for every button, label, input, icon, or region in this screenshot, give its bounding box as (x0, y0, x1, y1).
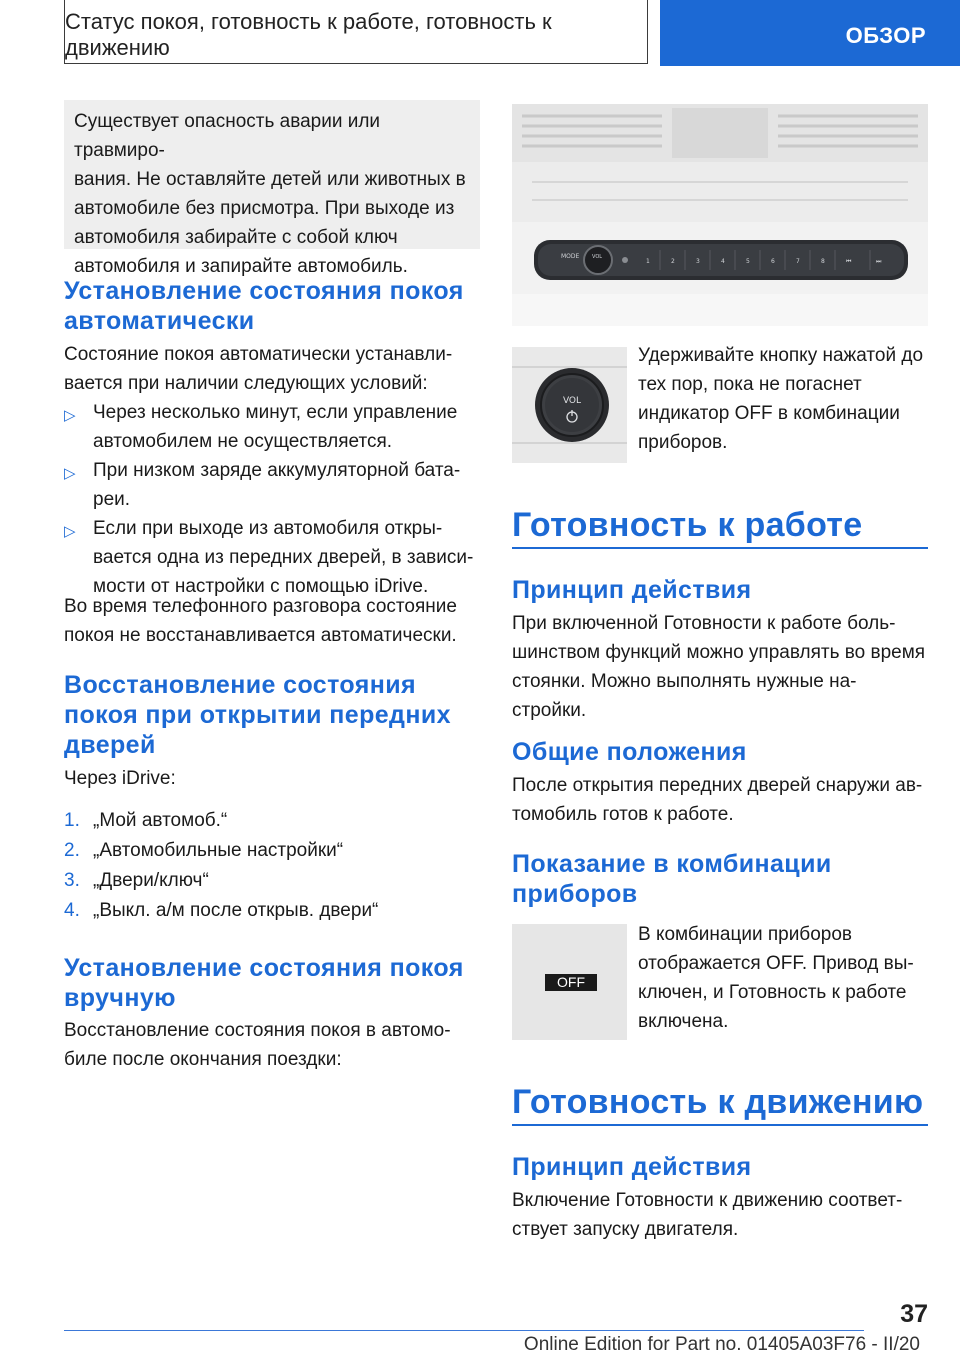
heading-rule (512, 1124, 928, 1126)
triangle-bullet-icon: ▷ (64, 523, 76, 540)
vol-label: VOL (592, 254, 603, 260)
cluster-display-text: В комбинации приборов отображается OFF. Привод вы- ключен, и Готовность к работе включена. (638, 924, 914, 1032)
restore-intro: Через iDrive: (64, 768, 176, 789)
vol-instructions: Удерживайте кнопку нажатой до тех пор, пока не погаснет индикатор OFF в комбинации приборов. (638, 345, 924, 453)
heading-restore: Восстановление состояния покоя при открытии передних дверей (64, 671, 451, 759)
triangle-bullet-icon: ▷ (64, 465, 76, 482)
previous-track-icon: ⏮ (846, 258, 852, 265)
warning-line: вания. Не оставляйте детей или животных в (74, 169, 466, 190)
preset-label: 4 (721, 258, 725, 265)
off-indicator-image (512, 924, 627, 1040)
page-number: 37 (900, 1300, 928, 1328)
footer-rule (64, 1330, 864, 1331)
heading-cluster-display: Показание в комбинации приборов (512, 850, 832, 908)
preset-label: 3 (696, 258, 700, 265)
section-title: Статус покоя, готовность к работе, готовность к движению (64, 0, 648, 64)
vol-knob-illustration (512, 347, 627, 463)
next-track-icon: ⏭ (876, 258, 882, 265)
heading-manual: Установление состояния покоя вручную (64, 954, 464, 1012)
preset-label: 1 (646, 258, 650, 265)
preset-label: 2 (671, 258, 675, 265)
preset-label: 6 (771, 258, 775, 265)
preset-label: 8 (821, 258, 825, 265)
manual-text: Восстановление состояния покоя в автомо- биле после окончания поездки: (64, 1020, 451, 1070)
heading-ready: Готовность к работе (512, 506, 863, 544)
vol-knob-image (512, 347, 627, 463)
warning-line: автомобиля и запирайте автомобиль. (74, 256, 408, 277)
preset-label: 5 (746, 258, 750, 265)
heading-ready-principle: Принцип действия (512, 576, 752, 604)
general-text: После открытия передних дверей снаружи ав- томобиль готов к работе. (512, 775, 923, 825)
auto-rest-note: Во время телефонного разговора состояние покоя не восстанавливается автоматически. (64, 596, 457, 646)
auto-rest-intro: Состояние покоя автоматически устанавли- вается при наличии следующих условий: (64, 344, 453, 394)
radio-panel-illustration (512, 104, 928, 326)
radio-panel-image (512, 104, 928, 326)
edition-line: Online Edition for Part no. 01405A03F76 - II/20 (523, 1334, 920, 1355)
preset-label: 7 (796, 258, 800, 265)
vol-knob-label: VOL (562, 396, 582, 406)
triangle-bullet-icon: ▷ (64, 407, 76, 424)
off-badge: OFF (545, 974, 597, 991)
heading-drive-principle: Принцип действия (512, 1153, 752, 1181)
heading-general: Общие положения (512, 738, 747, 766)
heading-auto-rest: Установление состояния покоя автоматически (64, 277, 464, 335)
chapter-tab[interactable]: ОБЗОР (660, 0, 960, 66)
drive-principle-text: Включение Готовности к движению соответ- ствует запуску двигателя. (512, 1190, 903, 1240)
warning-line: Существует опасность аварии или травмиро- (74, 111, 381, 161)
warning-line: автомобиля забирайте с собой ключ (74, 227, 398, 248)
page-header (0, 0, 960, 66)
heading-drive: Готовность к движению (512, 1083, 924, 1121)
heading-rule (512, 547, 928, 549)
mode-label: MODE (561, 253, 580, 260)
warning-line: автомобиле без присмотра. При выходе из (74, 198, 455, 219)
warning-box (64, 100, 480, 277)
ready-principle-text: При включенной Готовности к работе боль- шинством функций можно управлять во время стоянки. Можно выполнять нужные на- стройки. (512, 613, 926, 721)
